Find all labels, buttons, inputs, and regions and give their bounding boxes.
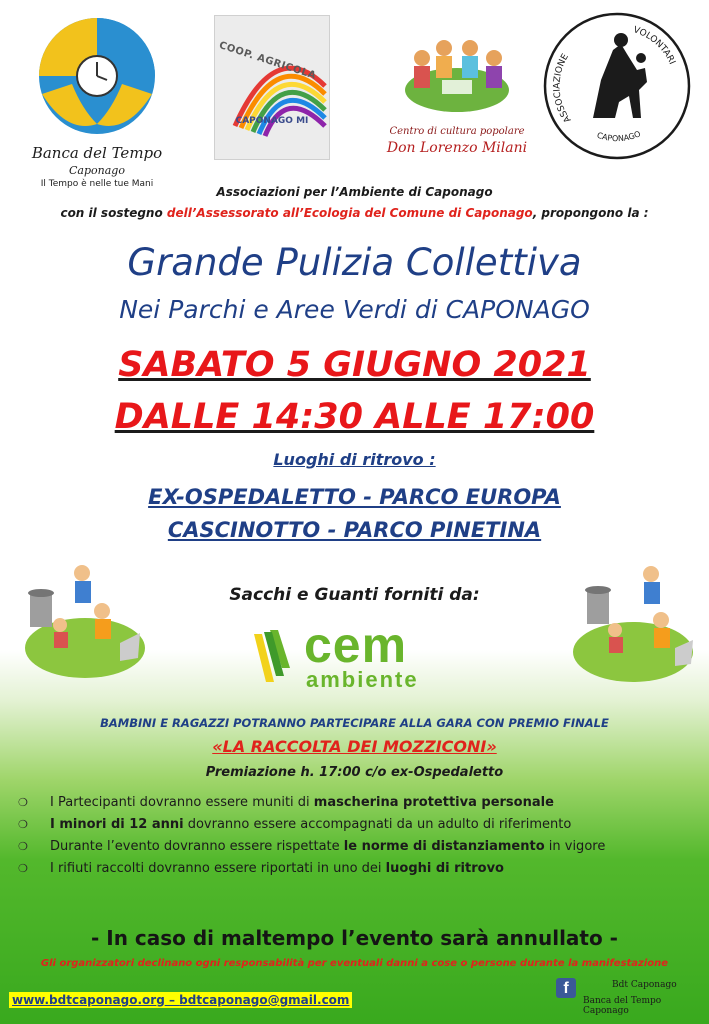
kids-cleaning-illustration-right	[567, 560, 699, 685]
rule-item	[18, 836, 698, 858]
facebook-icon[interactable]: f	[556, 978, 576, 998]
bullet-icon: ❍	[18, 796, 28, 809]
liability-disclaimer: Gli organizzatori declinano ogni responsabilità per eventuali danni a cose o persone durante la manifestazione	[40, 958, 669, 969]
contest-award-info: Premiazione h. 17:00 c/o ex-Ospedaletto	[205, 765, 504, 780]
website-link[interactable]: www.bdtcaponago.org	[12, 993, 165, 1007]
rule-text: dovranno essere accompagnati da un adulto di riferimento	[183, 817, 572, 832]
coop-agricola-logo	[214, 15, 330, 160]
milani-logo-subtitle: Centro di cultura popolare	[389, 126, 525, 137]
event-subtitle: Nei Parchi e Aree Verdi di CAPONAGO	[119, 295, 590, 324]
rule-text: in vigore	[544, 839, 606, 854]
intro-line-2-post: , propongono la :	[532, 206, 649, 220]
bullet-icon: ❍	[18, 840, 28, 853]
rule-item	[18, 814, 698, 836]
contact-links	[9, 992, 352, 1008]
volunteers-seal-icon	[541, 10, 693, 162]
seal-right-text: VOLONTARI	[631, 25, 677, 67]
cem-brand-text: cem	[304, 617, 408, 673]
meeting-places-label: Luoghi di ritrovo :	[273, 450, 436, 469]
coop-logo-town: CAPONAGO MI	[235, 116, 309, 126]
seal-bottom-text: CAPONAGO	[595, 129, 643, 144]
rule-emphasis: I minori di 12 anni	[50, 817, 184, 832]
rule-emphasis: le norme di distanziamento	[343, 839, 545, 854]
rule-emphasis: luoghi di ritrovo	[385, 861, 504, 876]
facebook-page-full: Banca del Tempo Caponago	[583, 996, 662, 1016]
intro-line-1: Associazioni per l’Ambiente di Caponago	[216, 185, 493, 199]
kids-cleaning-illustration-left	[20, 553, 150, 683]
bdt-logo-town: Caponago	[69, 164, 125, 177]
rule-text: I Partecipanti dovranno essere muniti di	[50, 795, 314, 810]
event-title: Grande Pulizia Collettiva	[127, 241, 582, 284]
hands-clock-icon	[22, 14, 172, 144]
bdt-logo-tagline: Il Tempo è nelle tue Mani	[40, 179, 154, 189]
associazione-volontari-logo	[541, 10, 693, 162]
event-date: SABATO 5 GIUGNO 2021	[118, 345, 591, 385]
people-table-icon	[382, 28, 532, 124]
email-link[interactable]: bdtcaponago@gmail.com	[179, 993, 350, 1007]
meeting-place-2: CASCINOTTO - PARCO PINETINA	[167, 518, 542, 542]
intro-line-2-pre: con il sostegno	[60, 206, 167, 220]
cem-leaf-icon	[248, 624, 298, 686]
rule-item	[18, 792, 698, 814]
intro-line-2-highlight: dell’Assessorato all’Ecologia del Comune di Caponago	[166, 206, 533, 220]
intro-line-2	[0, 206, 709, 220]
rules-list	[18, 792, 698, 880]
contact-separator: –	[164, 993, 180, 1007]
event-time: DALLE 14:30 ALLE 17:00	[114, 397, 595, 437]
facebook-page-short: Bdt Caponago	[612, 980, 677, 990]
milani-logo-title: Don Lorenzo Milani	[386, 140, 528, 156]
bdt-logo-title: Banca del Tempo	[31, 144, 163, 162]
coop-logo-title: COOP. AGRICOLA	[217, 40, 318, 82]
cem-brand-subtext: ambiente	[306, 667, 419, 692]
supplies-label: Sacchi e Guanti forniti da:	[229, 585, 480, 605]
bullet-icon: ❍	[18, 862, 28, 875]
rule-emphasis: mascherina protettiva personale	[313, 795, 554, 810]
meeting-place-1: EX-OSPEDALETTO - PARCO EUROPA	[148, 485, 561, 509]
contest-name: «LA RACCOLTA DEI MOZZICONI»	[212, 737, 497, 756]
seal-left-text: ASSOCIAZIONE	[552, 52, 574, 125]
rule-item	[18, 858, 698, 880]
rule-text: Durante l’evento dovranno essere rispettate	[50, 839, 344, 854]
bullet-icon: ❍	[18, 818, 28, 831]
weather-warning: - In caso di maltempo l’evento sarà annullato -	[90, 926, 618, 950]
contest-intro: BAMBINI E RAGAZZI POTRANNO PARTECIPARE ALLA GARA CON PREMIO FINALE	[100, 716, 609, 730]
don-milani-logo	[382, 28, 532, 158]
cem-ambiente-logo	[248, 617, 468, 692]
rainbow-icon	[215, 16, 329, 159]
banca-del-tempo-logo	[22, 14, 172, 189]
rule-text: I rifiuti raccolti dovranno essere riportati in uno dei	[50, 861, 386, 876]
